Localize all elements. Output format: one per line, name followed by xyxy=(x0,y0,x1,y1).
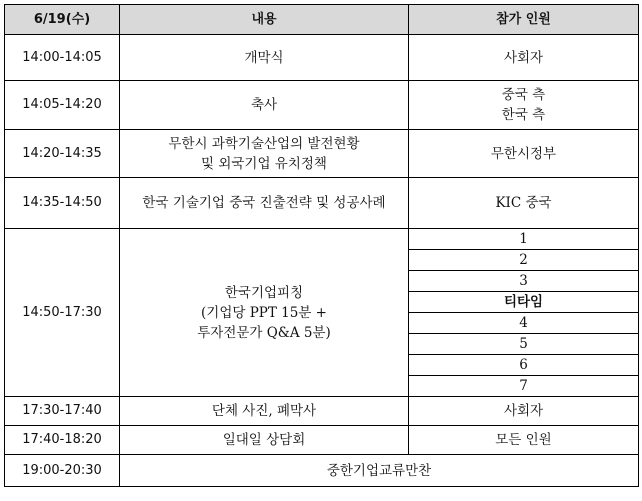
time-cell: 14:00-14:05 xyxy=(5,35,120,81)
content-line: 한국기업피칭 xyxy=(224,284,304,301)
pitch-slot: 6 xyxy=(409,355,639,376)
header-content: 내용 xyxy=(120,5,409,35)
attendees-cell: 모든 인원 xyxy=(409,426,639,455)
table-row xyxy=(5,426,639,455)
content-cell: 축사 xyxy=(120,81,409,130)
pitch-slot-break: 티타임 xyxy=(409,292,639,313)
header-attendees: 참가 인원 xyxy=(409,5,639,35)
table-row xyxy=(5,130,639,178)
content-line: (기업당 PPT 15분 + xyxy=(201,304,327,321)
time-cell: 19:00-20:30 xyxy=(5,455,120,487)
header-date: 6/19(수) xyxy=(5,5,120,35)
schedule-table xyxy=(4,4,639,487)
content-cell: 개막식 xyxy=(120,35,409,81)
table-row xyxy=(5,455,639,487)
time-cell: 14:05-14:20 xyxy=(5,81,120,130)
pitch-slot: 4 xyxy=(409,313,639,334)
time-cell: 17:30-17:40 xyxy=(5,397,120,426)
pitch-slot: 2 xyxy=(409,250,639,271)
attendees-cell xyxy=(409,81,639,130)
content-cell xyxy=(120,130,409,178)
time-cell: 14:50-17:30 xyxy=(5,229,120,397)
pitch-slot: 1 xyxy=(409,229,639,250)
table-row xyxy=(5,397,639,426)
table-row xyxy=(5,229,639,250)
attendees-cell: 사회자 xyxy=(409,35,639,81)
attendees-cell: 사회자 xyxy=(409,397,639,426)
content-line: 무한시 과학기술산업의 발전현황 xyxy=(168,135,360,152)
attendees-cell: 무한시정부 xyxy=(409,130,639,178)
pitch-slot: 7 xyxy=(409,376,639,397)
table-row xyxy=(5,178,639,229)
content-line: 투자전문가 Q&A 5분) xyxy=(197,324,331,341)
table-row xyxy=(5,81,639,130)
content-cell xyxy=(120,229,409,397)
pitch-slot: 5 xyxy=(409,334,639,355)
time-cell: 14:35-14:50 xyxy=(5,178,120,229)
content-cell: 한국 기술기업 중국 진출전략 및 성공사례 xyxy=(120,178,409,229)
content-cell: 일대일 상담회 xyxy=(120,426,409,455)
time-cell: 14:20-14:35 xyxy=(5,130,120,178)
content-cell: 중한기업교류만찬 xyxy=(120,455,639,487)
attendees-cell: KIC 중국 xyxy=(409,178,639,229)
content-line: 및 외국기업 유치정책 xyxy=(201,155,327,172)
table-row xyxy=(5,35,639,81)
attendee-line: 한국 측 xyxy=(501,107,546,123)
attendee-line: 중국 측 xyxy=(501,87,546,103)
time-cell: 17:40-18:20 xyxy=(5,426,120,455)
pitch-slot: 3 xyxy=(409,271,639,292)
content-cell: 단체 사진, 폐막사 xyxy=(120,397,409,426)
header-row xyxy=(5,5,639,35)
